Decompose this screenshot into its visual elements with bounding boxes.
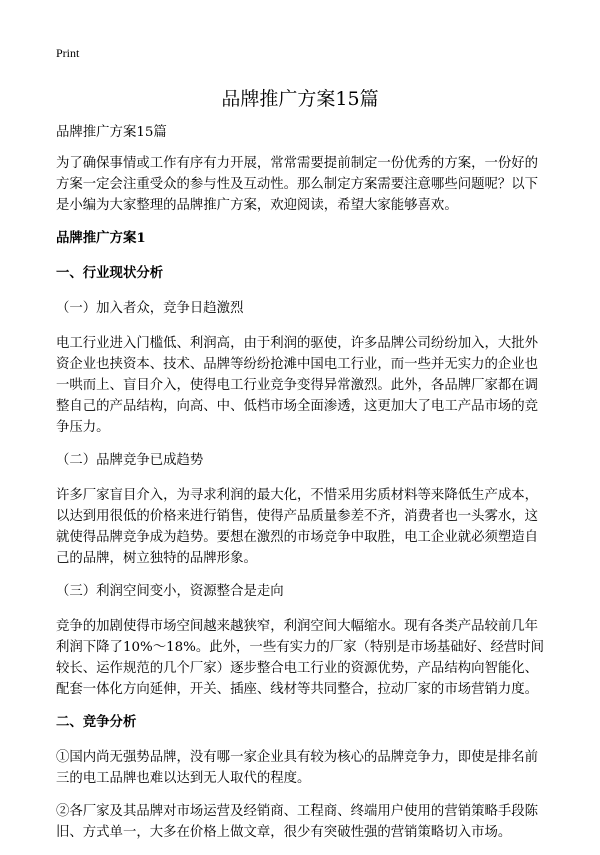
page-title: 品牌推广方案15篇: [221, 88, 379, 110]
subheading-1: （一）加入者众，竞争日趋激烈: [56, 301, 244, 316]
point-1: ①国内尚无强势品牌，没有哪一家企业具有较为核心的品牌竞争力，即使是排名前三的电工品牌也难以达到无人取代的程度。: [56, 750, 539, 786]
section-heading: 品牌推广方案1: [56, 230, 146, 246]
intro-paragraph: 为了确保事情或工作有序有力开展，常常需要提前制定一份优秀的方案，一份好的方案一定会注重受众的参与性及互动性。那么制定方案需要注意哪些问题呢？以下是小编为大家整理的品牌推广方案，欢迎阅读，希望大家能够喜欢。: [56, 156, 539, 213]
part-heading-1: 一、行业现状分析: [56, 265, 164, 281]
document-body: [56, 122, 550, 855]
paragraph-1: 电工行业进入门槛低、利润高，由于利润的驱使，许多品牌公司纷纷加入，大批外资企业也挟资本、技术、品牌等纷纷抢滩中国电工行业，而一些并无实力的企业也一哄而上、盲目介入，使得电工行业竞争变得异常激烈。此外，各品牌厂家都在调整自己的产品结构，向高、中、低档市场全面渗透，这更加大了电工产品市场的竞争压力。: [56, 336, 539, 435]
print-label: Print: [56, 46, 80, 60]
point-2: ②各厂家及其品牌对市场运营及经销商、工程商、终端用户使用的营销策略手段陈旧、方式单一，大多在价格上做文章，很少有突破性强的营销策略切入市场。: [56, 804, 539, 840]
part-heading-2: 二、竞争分析: [56, 714, 137, 730]
document-subtitle: 品牌推广方案15篇: [56, 125, 167, 140]
subheading-2: （二）品牌竞争已成趋势: [56, 453, 204, 468]
paragraph-2: 许多厂家盲目介入，为寻求利润的最大化，不惜采用劣质材料等来降低生产成本，以达到用很低的价格来进行销售，使得产品质量参差不齐，消费者也一头雾水，这就使得品牌竞争成为趋势。要想在激烈的市场竞争中取胜，电工企业就必须塑造自己的品牌，树立独特的品牌形象。: [56, 488, 539, 566]
paragraph-3: 竞争的加剧使得市场空间越来越狭窄，利润空间大幅缩水。现有各类产品较前几年利润下降了10%～18%。此外，一些有实力的厂家（特别是市场基础好、经营时间较长、运作规范的几个厂家）逐步整合电工行业的资源优势，产品结构向智能化、配套一体化方向延伸，开关、插座、线材等共同整合，拉动厂家的市场营销力度。: [56, 619, 545, 697]
subheading-3: （三）利润空间变小，资源整合是走向: [56, 584, 284, 599]
